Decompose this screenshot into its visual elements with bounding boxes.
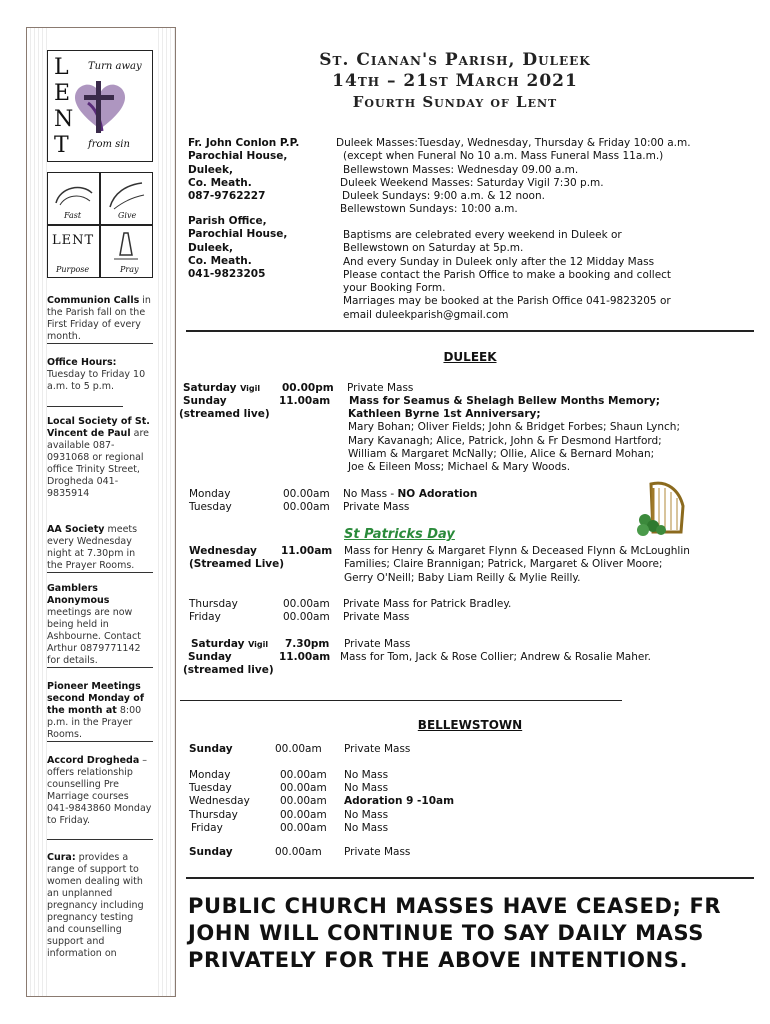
- friday-time: 00.00am: [283, 611, 330, 623]
- notes-line: Please contact the Parish Office to make a booking and collect: [343, 268, 672, 281]
- bellewstown-thursday-text: No Mass: [344, 809, 389, 821]
- gamblers-anonymous-title: Gamblers Anonymous: [47, 583, 110, 606]
- office-address-3: Co. Meath.: [188, 254, 252, 267]
- intention-line: William & Margaret McNally; Ollie, Alice & Bernard Mohan;: [348, 447, 655, 460]
- bellewstown-tuesday-day: Tuesday: [189, 782, 232, 794]
- logo-letter-t: T: [54, 133, 69, 158]
- public-notice: PUBLIC CHURCH MASSES HAVE CEASED; FR JOHN WILL CONTINUE TO SAY DAILY MASS PRIVATELY FOR THE ABOVE INTENTIONS.: [188, 894, 722, 972]
- priest-name: Fr. John Conlon P.P.: [188, 137, 300, 149]
- intention-line: Mary Kavanagh; Alice, Patrick, John & Fr Desmond Hartford;: [348, 434, 662, 447]
- saturday-label: Saturday: [183, 382, 237, 394]
- bellewstown-friday-time: 00.00am: [280, 822, 327, 834]
- thursday-day: Thursday: [189, 598, 238, 610]
- communion-calls-title: Communion Calls: [47, 295, 140, 306]
- bellewstown-wednesday-text: Adoration 9 -10am: [344, 795, 455, 807]
- bellewstown-wednesday-time: 00.00am: [280, 795, 327, 807]
- office-name: Parish Office,: [188, 215, 267, 227]
- logo-letter-e: E: [54, 81, 71, 106]
- accord-drogheda-title: Accord Drogheda: [47, 755, 140, 766]
- aa-society-block: [47, 524, 153, 573]
- office-hours-rule: [47, 406, 123, 407]
- priest-address-2: Duleek,: [188, 163, 234, 176]
- aa-society-text: meets every Wednesday night at 7.30pm in the Prayer Rooms.: [47, 524, 138, 571]
- mass-times-line: Duleek Weekend Masses: Saturday Vigil 7:30 p.m.: [340, 176, 604, 189]
- bellewstown-friday-day: Friday: [191, 822, 223, 834]
- bellewstown-thursday-day: Thursday: [189, 809, 238, 821]
- notes-line: your Booking Form.: [343, 282, 446, 295]
- communion-calls-block: [47, 295, 153, 344]
- communion-calls-text: in the Parish fall on the First Friday of every month.: [47, 295, 151, 342]
- liturgical-week: Fourth Sunday of Lent: [352, 93, 558, 111]
- bellewstown-monday-text: No Mass: [344, 769, 389, 781]
- gamblers-anonymous-block: [47, 583, 153, 668]
- bellewstown-friday-text: No Mass: [344, 822, 389, 834]
- intention-line: Mass for Henry & Margaret Flynn & Deceased Flynn & McLoughlin: [344, 545, 690, 557]
- friday-text: Private Mass: [343, 611, 410, 623]
- bellewstown-heading: BELLEWSTOWN: [417, 718, 523, 732]
- intention-line: Kathleen Byrne 1st Anniversary;: [348, 408, 541, 420]
- cura-title: Cura:: [47, 852, 76, 863]
- mass-times: [336, 137, 756, 217]
- monday-day: Monday: [189, 488, 231, 500]
- quadrant-pray: Pray: [120, 265, 139, 274]
- divider: [186, 877, 754, 879]
- wednesday-intentions: [344, 545, 754, 585]
- mass-times-line: Bellewstown Masses: Wednesday 09.00 a.m.: [343, 163, 579, 176]
- office-address-2: Duleek,: [188, 241, 234, 254]
- mass-times-line: (except when Funeral No 10 a.m. Mass Funeral Mass 11a.m.): [343, 150, 664, 163]
- st-vincent-title: Local Society of St. Vincent de Paul: [47, 416, 150, 439]
- bellewstown-tuesday-time: 00.00am: [280, 782, 327, 794]
- priest-contact: [188, 137, 338, 203]
- notes-line: And every Sunday in Duleek only after the 12 Midday Mass: [343, 255, 655, 268]
- bellewstown-monday-day: Monday: [189, 769, 231, 781]
- quadrant-purpose: Purpose: [56, 265, 90, 274]
- bellewstown-sunday2-text: Private Mass: [344, 846, 411, 858]
- notes-line: Marriages may be booked at the Parish Office 041-9823205 or: [343, 295, 671, 308]
- office-address-1: Parochial House,: [188, 228, 288, 241]
- bread-icon: [52, 177, 96, 213]
- logo-caption-bottom: from sin: [88, 139, 130, 150]
- saturday2-time: 7.30pm: [285, 638, 330, 650]
- parish-title: St. Cianan's Parish, Duleek: [319, 50, 591, 70]
- mass-times-line: Duleek Sundays: 9:00 a.m. & 12 noon.: [342, 190, 545, 203]
- saturday-day: [183, 382, 260, 395]
- sunday-time: 11.00am: [279, 395, 331, 407]
- saturday-text: Private Mass: [347, 382, 414, 394]
- quadrant-give: Give: [118, 211, 137, 220]
- priest-phone: 087-9762227: [188, 190, 266, 203]
- mass-times-line: Duleek Masses:Tuesday, Wednesday, Thursday & Friday 10:00 a.m.: [336, 137, 691, 149]
- office-hours-block: [47, 357, 153, 405]
- sunday2-text: Mass for Tom, Jack & Rose Collier; Andrew & Rosalie Maher.: [340, 651, 652, 663]
- sunday2-time: 11.00am: [279, 651, 331, 663]
- tuesday-day: Tuesday: [189, 501, 232, 513]
- pioneer-meetings-title: Pioneer Meetings second Monday of the month at: [47, 681, 144, 716]
- bellewstown-sunday2-day: Sunday: [189, 846, 233, 858]
- saturday2-vigil: Vigil: [248, 640, 269, 649]
- separator-line: [180, 700, 622, 701]
- saturday2-label: Saturday: [191, 638, 245, 650]
- saturday2-text: Private Mass: [344, 638, 411, 650]
- sunday-streamed: (streamed live): [179, 408, 270, 420]
- cura-text: provides a range of support to women dealing with an unplanned pregnancy including pregnancy testing and counselling support and information on: [47, 852, 144, 959]
- office-contact: [188, 215, 338, 281]
- mass-times-line: Bellewstown Sundays: 10:00 a.m.: [340, 203, 518, 216]
- wednesday-day: Wednesday: [189, 545, 257, 557]
- intention-line: Families; Claire Brannigan; Patrick, Margaret & Oliver Moore;: [344, 558, 663, 571]
- lent-quadrant-logo: [47, 172, 153, 278]
- accord-drogheda-text: – offers relationship counselling Pre Marriage courses 041-9843860 Monday to Friday.: [47, 755, 152, 826]
- harp-shamrock-icon: [633, 480, 695, 538]
- cura-block: [47, 852, 153, 972]
- saturday-vigil: Vigil: [240, 384, 261, 393]
- bellewstown-sunday-time: 00.00am: [275, 743, 322, 755]
- st-vincent-text: are available 087-0931068 or regional office Trinity Street, Drogheda 041-9835914: [47, 428, 149, 499]
- logo-caption-top: Turn away: [88, 61, 142, 72]
- monday-time: 00.00am: [283, 488, 330, 500]
- saturday-time: 00.00pm: [282, 382, 334, 394]
- bellewstown-monday-time: 00.00am: [280, 769, 327, 781]
- duleek-heading: DULEEK: [443, 350, 497, 364]
- monday-text-plain: No Mass -: [343, 488, 398, 500]
- sunday2-day: Sunday: [188, 651, 232, 663]
- priest-address-1: Parochial House,: [188, 150, 288, 163]
- office-phone: 041-9823205: [188, 268, 266, 281]
- st-patricks-day-heading: St Patricks Day: [344, 527, 455, 542]
- parish-notes: [343, 229, 753, 322]
- intention-line: Mary Bohan; Oliver Fields; John & Bridget Forbes; Shaun Lynch;: [348, 421, 680, 434]
- tuesday-text: Private Mass: [343, 501, 410, 513]
- sunday2-streamed: (streamed live): [183, 664, 274, 676]
- office-hours-text: Tuesday to Friday 10 a.m. to 5 p.m.: [47, 369, 146, 392]
- aa-society-title: AA Society: [47, 524, 105, 535]
- sunday-day: Sunday: [183, 395, 227, 407]
- quadrant-center: LENT: [52, 233, 95, 248]
- intention-line: Gerry O'Neill; Baby Liam Reilly & Mylie Reilly.: [344, 571, 581, 584]
- monday-text-bold: NO Adoration: [397, 488, 478, 500]
- bellewstown-tuesday-text: No Mass: [344, 782, 389, 794]
- intention-line: Joe & Eileen Moss; Michael & Mary Woods.: [348, 461, 571, 474]
- sunday-intentions: [348, 408, 748, 474]
- thursday-time: 00.00am: [283, 598, 330, 610]
- accord-drogheda-block: [47, 755, 153, 840]
- hands-icon: [104, 177, 148, 213]
- pioneer-meetings-block: [47, 681, 153, 742]
- bellewstown-wednesday-day: Wednesday: [189, 795, 250, 807]
- praying-hands-icon: [106, 229, 146, 263]
- date-range: 14th – 21st March 2021: [332, 71, 578, 91]
- monday-text: [343, 488, 477, 501]
- notes-line: Baptisms are celebrated every weekend in Duleek or: [343, 229, 622, 241]
- sunday-text: Mass for Seamus & Shelagh Bellew Months Memory;: [349, 395, 660, 407]
- quadrant-fast: Fast: [64, 211, 82, 220]
- gamblers-anonymous-text: meetings are now being held in Ashbourne. Contact Arthur 0879771142 for details.: [47, 607, 141, 666]
- lent-logo: [47, 50, 153, 162]
- friday-day: Friday: [189, 611, 221, 623]
- st-vincent-block: [47, 416, 153, 512]
- office-hours-title: Office Hours:: [47, 357, 117, 368]
- notes-line: Bellewstown on Saturday at 5p.m.: [343, 242, 524, 255]
- bellewstown-sunday-day: Sunday: [189, 743, 233, 755]
- divider: [186, 330, 754, 332]
- tuesday-time: 00.00am: [283, 501, 330, 513]
- priest-address-3: Co. Meath.: [188, 176, 252, 189]
- logo-letter-n: N: [54, 107, 74, 132]
- bellewstown-sunday2-time: 00.00am: [275, 846, 322, 858]
- bellewstown-thursday-time: 00.00am: [280, 809, 327, 821]
- notes-line: email duleekparish@gmail.com: [343, 308, 509, 321]
- wednesday-streamed: (Streamed Live): [189, 558, 285, 570]
- thursday-text: Private Mass for Patrick Bradley.: [343, 598, 512, 610]
- saturday2-day: [191, 638, 268, 651]
- pioneer-meetings-text: 8:00 p.m. in the Prayer Rooms.: [47, 705, 142, 740]
- bellewstown-sunday-text: Private Mass: [344, 743, 411, 755]
- wednesday-time: 11.00am: [281, 545, 333, 557]
- logo-letter-l: L: [54, 55, 69, 80]
